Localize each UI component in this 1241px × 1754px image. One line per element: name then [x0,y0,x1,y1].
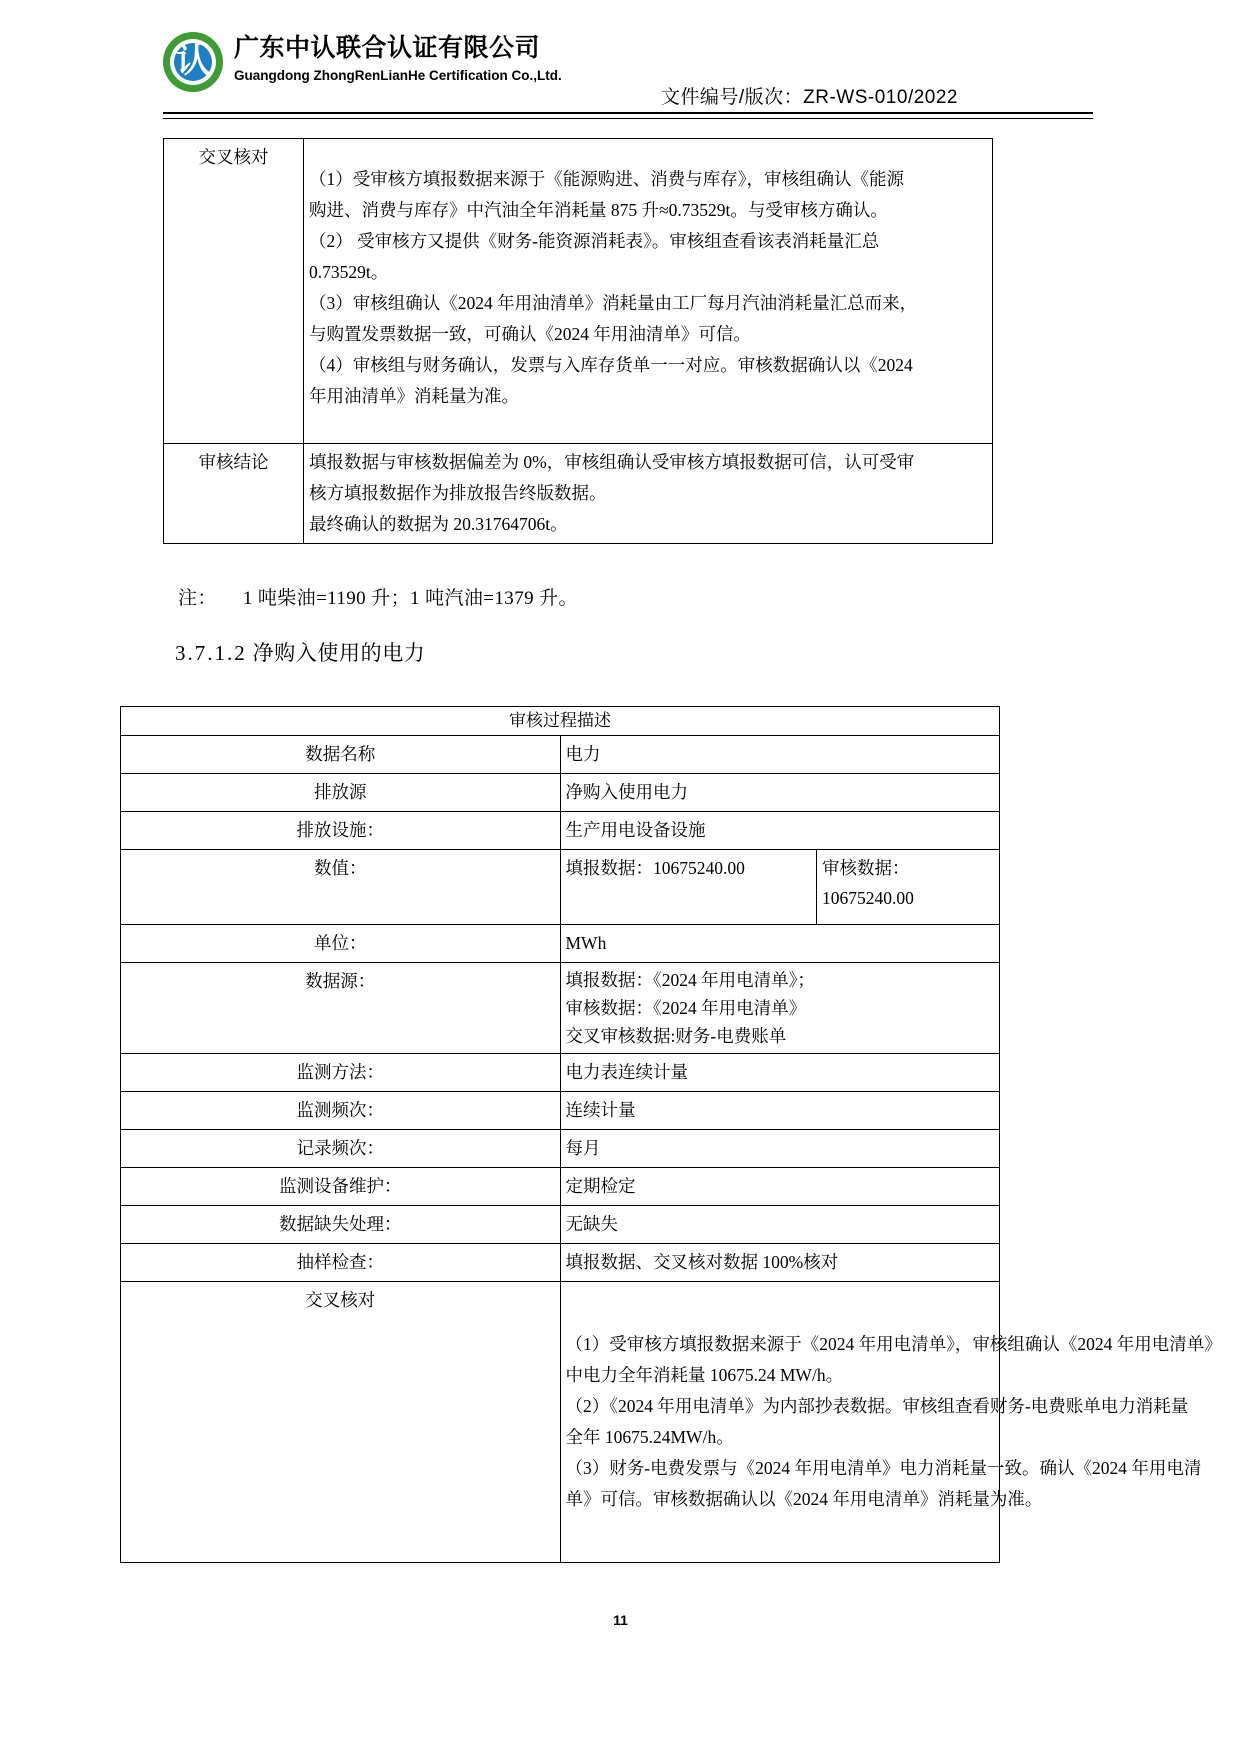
page-header [0,0,1241,118]
company-logo-block [163,32,562,92]
table-row [121,1054,1000,1092]
cross-check-table-wrapper [163,138,993,544]
row-label-sampling-check: 抽样检查： [121,1244,561,1282]
row-value-record-frequency: 每月 [560,1130,1000,1168]
audited-value: 审核数据：10675240.00 [822,858,914,908]
note-prefix: 注： [178,588,217,609]
text-line: （1）受审核方填报数据来源于《2024 年用电清单》，审核组确认《2024 年用电清单》 [565,1334,1222,1354]
text-line: 交叉审核数据:财务-电费账单 [565,1026,787,1046]
row-label-cross-check: 交叉核对 [164,139,304,444]
row-label-cross-check-2: 交叉核对 [121,1282,561,1563]
row-label-equipment-maintenance: 监测设备维护： [121,1168,561,1206]
table-row [121,774,1000,812]
row-value-unit: MWh [560,925,1000,963]
table-row [121,1092,1000,1130]
row-label-missing-data: 数据缺失处理： [121,1206,561,1244]
table-row [121,736,1000,774]
text-line: 单》可信。审核数据确认以《2024 年用电清单》消耗量为准。 [565,1489,1043,1509]
row-value-equipment-maintenance: 定期检定 [560,1168,1000,1206]
section-heading [175,637,425,667]
row-value-emission-source: 净购入使用电力 [560,774,1000,812]
table-row [164,444,993,544]
table-title-row [121,707,1000,736]
table-row [121,963,1000,1054]
cross-check-table [163,138,993,544]
table-row [121,1244,1000,1282]
text-line: 中电力全年消耗量 10675.24 MW/h。 [565,1365,844,1385]
row-value-cross-check [304,139,993,444]
row-value-sampling-check: 填报数据、交叉核对数据 100%核对 [560,1244,1000,1282]
seal-glyph: 认 [176,43,210,80]
table-row [121,1206,1000,1244]
document-number: 文件编号/版次：ZR-WS-010/2022 [660,87,958,108]
row-label-data-source: 数据源： [121,963,561,1054]
row-label-record-frequency: 记录频次： [121,1130,561,1168]
table-row [121,812,1000,850]
row-label-emission-source: 排放源 [121,774,561,812]
note-text: 1 吨柴油=1190 升；1 吨汽油=1379 升。 [242,588,578,609]
text-line: （3）财务-电费发票与《2024 年用电清单》电力消耗量一致。确认《2024 年用电清 [565,1458,1202,1478]
page-number: 11 [613,1612,628,1628]
text-line: 0.73529t。 [309,262,389,282]
row-value-monitor-frequency: 连续计量 [560,1092,1000,1130]
text-line: （2） 受审核方又提供《财务-能资源消耗表》。审核组查看该表消耗量汇总 [309,231,880,251]
text-line: （4）审核组与财务确认，发票与入库存货单一一对应。审核数据确认以《2024 [309,355,913,375]
company-seal-icon [163,32,223,92]
text-line: 全年 10675.24MW/h。 [565,1427,734,1447]
table-row [164,139,993,444]
company-name-en: Guangdong ZhongRenLianHe Certification Co.,Ltd. [234,68,562,83]
text-line: （2）《2024 年用电清单》为内部抄表数据。审核组查看财务-电费账单电力消耗量 [565,1396,1189,1416]
table-row [121,925,1000,963]
text-line: 与购置发票数据一致，可确认《2024 年用油清单》可信。 [309,324,751,344]
text-line: 填报数据：《2024 年用电清单》； [565,970,815,990]
text-line: 年用油清单》消耗量为准。 [309,386,519,406]
row-label-monitor-frequency: 监测频次： [121,1092,561,1130]
reported-value: 填报数据：10675240.00 [561,850,817,924]
row-value-data-name: 电力 [560,736,1000,774]
section-number: 3.7.1.2 [175,641,247,665]
row-label-audit-conclusion: 审核结论 [164,444,304,544]
table-row [121,1168,1000,1206]
text-line: 核方填报数据作为排放报告终版数据。 [309,483,607,503]
row-value-value [560,850,1000,925]
row-value-monitor-method: 电力表连续计量 [560,1054,1000,1092]
text-line: 最终确认的数据为 20.31764706t。 [309,514,568,534]
row-label-value: 数值： [121,850,561,925]
row-label-unit: 单位： [121,925,561,963]
header-divider [163,112,1093,119]
row-value-missing-data: 无缺失 [560,1206,1000,1244]
table-row [121,1282,1000,1563]
text-line: 审核数据：《2024 年用电清单》 [565,998,807,1018]
text-line: 填报数据与审核数据偏差为 0%，审核组确认受审核方填报数据可信，认可受审 [309,452,915,472]
electricity-audit-table-wrapper [120,706,1222,1563]
table-row [121,850,1000,925]
section-title: 净购入使用的电力 [252,641,426,665]
row-label-monitor-method: 监测方法： [121,1054,561,1092]
row-label-emission-facility: 排放设施： [121,812,561,850]
electricity-audit-table [120,706,1222,1563]
table-row [121,1130,1000,1168]
company-name-block [234,32,562,86]
text-line: 购进、消费与库存》中汽油全年消耗量 875 升≈0.73529t。与受审核方确认。 [309,200,888,220]
row-value-data-source [560,963,1000,1054]
company-name-cn: 广东中认联合认证有限公司 [234,34,541,62]
text-line: （3）审核组确认《2024 年用油清单》消耗量由工厂每月汽油消耗量汇总而来， [309,293,918,313]
conversion-note [178,583,578,610]
row-label-data-name: 数据名称 [121,736,561,774]
table-title: 审核过程描述 [121,707,1000,736]
text-line: （1）受审核方填报数据来源于《能源购进、消费与库存》，审核组确认《能源 [309,169,904,189]
row-value-emission-facility: 生产用电设备设施 [560,812,1000,850]
row-value-audit-conclusion [304,444,993,544]
row-value-cross-check-2 [560,1282,1222,1563]
